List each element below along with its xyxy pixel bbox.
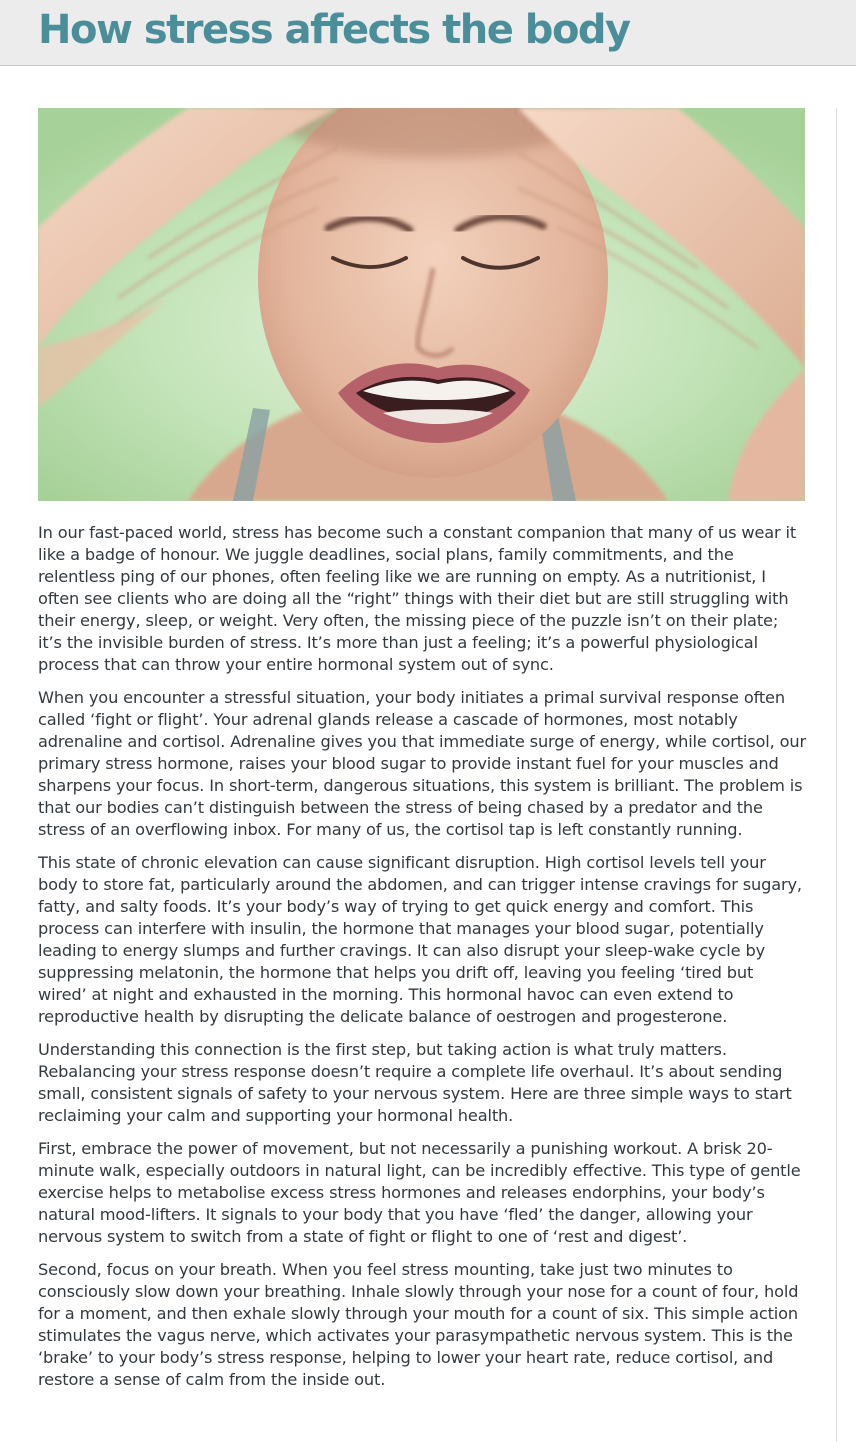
- page-header: [0, 0, 856, 66]
- article-paragraph: When you encounter a stressful situation, your body initiates a primal survival response often called ‘fight or flight’. Your adrenal glands release a cascade of hormones, most notably adrenaline and cortisol. Adrenaline gives you that immediate surge of energy, while cortisol, our primary stress hormone, raises your blood sugar to provide instant fuel for your muscles and sharpens your focus. In short-term, dangerous situations, this system is brilliant. The problem is that our bodies can’t distinguish between the stress of being chased by a predator and the stress of an overflowing inbox. For many of us, the cortisol tap is left constantly running.: [38, 688, 806, 839]
- page-title: How stress affects the body: [38, 7, 630, 53]
- sidebar-divider: [836, 108, 837, 1442]
- article-paragraph: In our fast-paced world, stress has become such a constant companion that many of us wear it like a badge of honour. We juggle deadlines, social plans, family commitments, and the relentless ping of our phones, often feeling like we are running on empty. As a nutritionist, I often see clients who are doing all the “right” things with their diet but are still struggling with their energy, sleep, or weight. Very often, the missing piece of the puzzle isn’t on their plate; it’s the invisible burden of stress. It’s more than just a feeling; it’s a powerful physiological process that can throw your entire hormonal system out of sync.: [38, 523, 797, 674]
- hero-image: [38, 108, 805, 501]
- article-paragraph: First, embrace the power of movement, but not necessarily a punishing workout. A brisk 20-minute walk, especially outdoors in natural light, can be incredibly effective. This type of gentle exercise helps to metabolise excess stress hormones and releases endorphins, your body’s natural mood-lifters. It signals to your body that you have ‘fled’ the danger, allowing your nervous system to switch from a state of fight or flight to one of ‘rest and digest’.: [38, 1139, 801, 1246]
- article-paragraph: This state of chronic elevation can cause significant disruption. High cortisol levels tell your body to store fat, particularly around the abdomen, and can trigger intense cravings for sugary, fatty, and salty foods. It’s your body’s way of trying to get quick energy and comfort. This process can interfere with insulin, the hormone that manages your blood sugar, potentially leading to energy slumps and further cravings. It can also disrupt your sleep-wake cycle by suppressing melatonin, the hormone that helps you drift off, leaving you feeling ‘tired but wired’ at night and exhausted in the morning. This hormonal havoc can even extend to reproductive health by disrupting the delicate balance of oestrogen and progesterone.: [38, 853, 802, 1026]
- article-paragraph: Understanding this connection is the first step, but taking action is what truly matters. Rebalancing your stress response doesn’t require a complete life overhaul. It’s about sending small, consistent signals of safety to your nervous system. Here are three simple ways to start reclaiming your calm and supporting your hormonal health.: [38, 1040, 792, 1125]
- stressed-woman-illustration: [38, 108, 805, 501]
- article-paragraph: Second, focus on your breath. When you feel stress mounting, take just two minutes to consciously slow down your breathing. Inhale slowly through your nose for a count of four, hold for a moment, and then exhale slowly through your mouth for a count of six. This simple action stimulates the vagus nerve, which activates your parasympathetic nervous system. This is the ‘brake’ to your body’s stress response, helping to lower your heart rate, reduce cortisol, and restore a sense of calm from the inside out.: [38, 1260, 799, 1389]
- article-body: [38, 522, 806, 1402]
